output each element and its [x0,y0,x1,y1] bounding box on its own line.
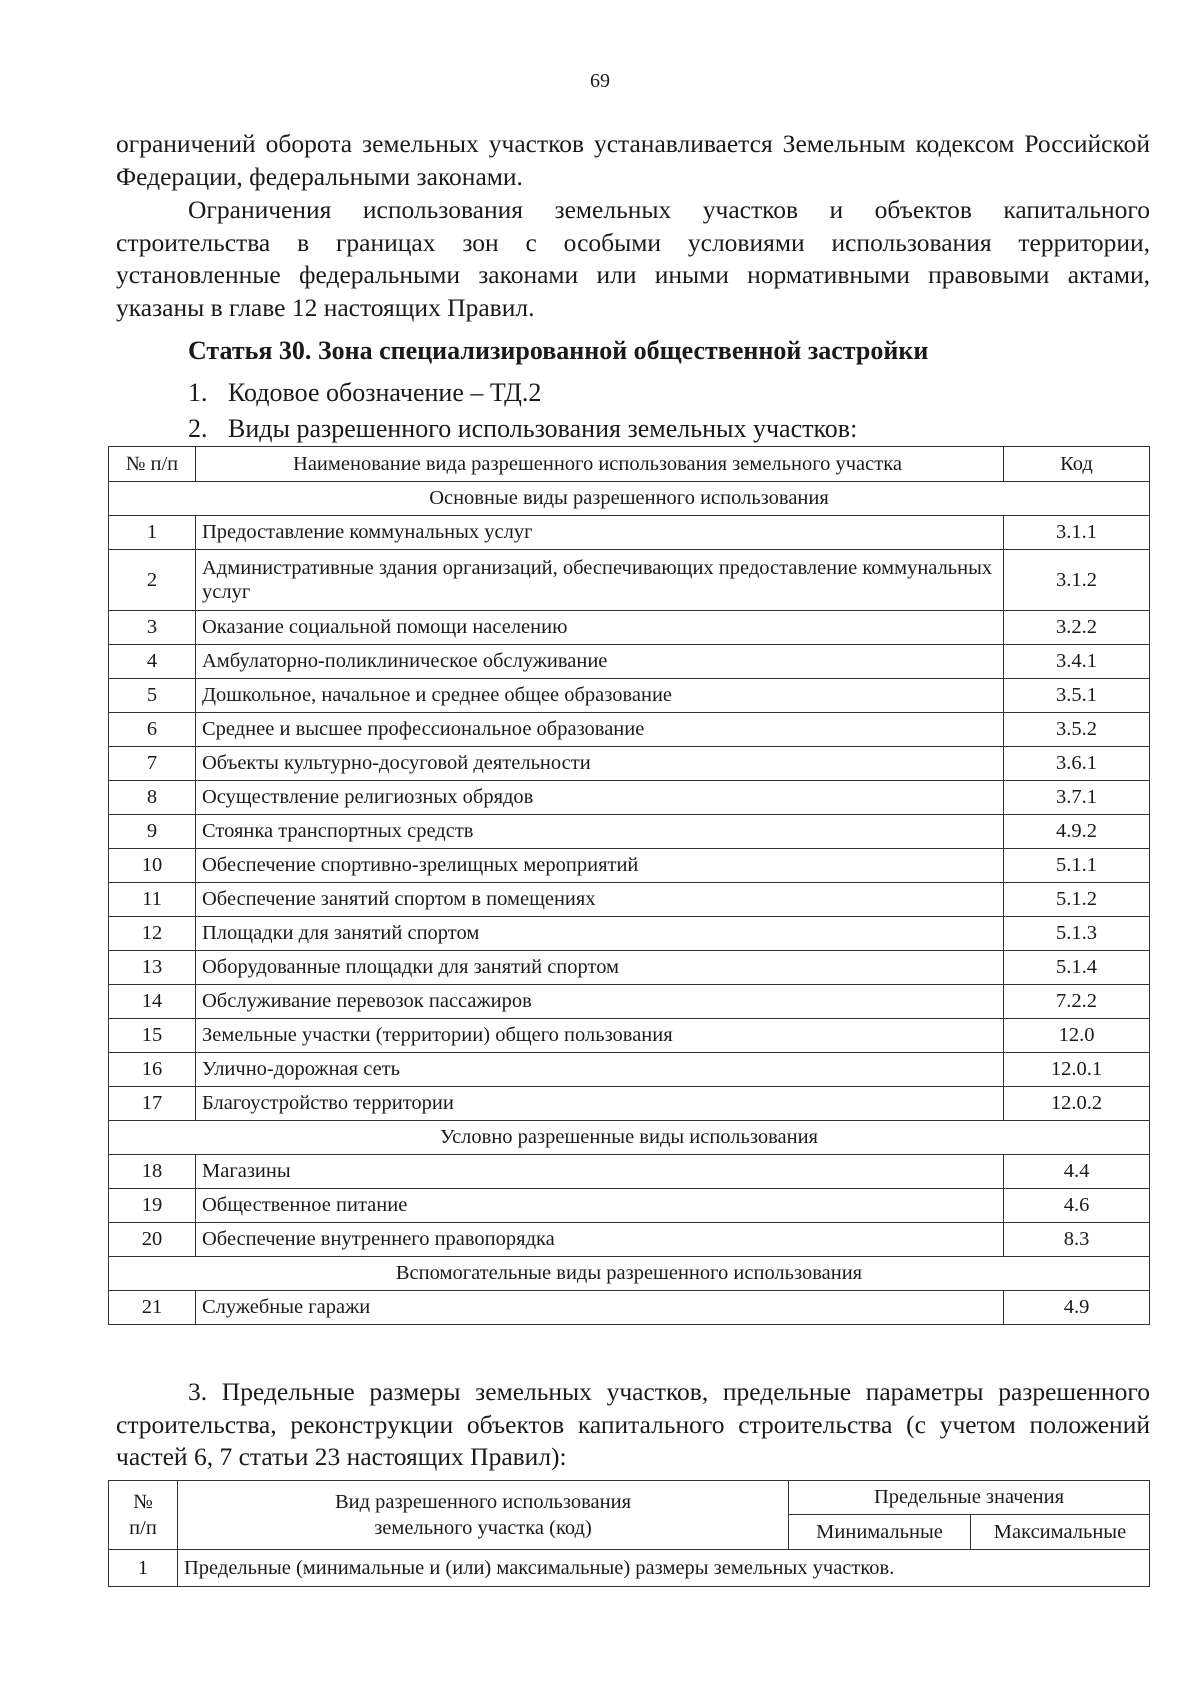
row-code: 12.0.2 [1004,1087,1150,1121]
row-name: Осуществление религиозных обрядов [196,781,1004,815]
list-item-number: 1. [188,378,208,407]
row-name: Обслуживание перевозок пассажиров [196,985,1004,1019]
row-code: 7.2.2 [1004,985,1150,1019]
row-name: Стоянка транспортных средств [196,815,1004,849]
row-code: 8.3 [1004,1223,1150,1257]
row-number: 13 [109,951,196,985]
row-name: Обеспечение спортивно-зрелищных мероприятий [196,849,1004,883]
table-header-row [109,447,1150,482]
row-code: 3.1.2 [1004,550,1150,611]
table-row [109,1087,1150,1121]
header-text: № [133,1491,153,1513]
table-row [109,516,1150,550]
column-header-maximum: Максимальные [971,1515,1150,1550]
row-number: 16 [109,1053,196,1087]
row-code: 4.9.2 [1004,815,1150,849]
table-row [109,985,1150,1019]
row-code: 3.6.1 [1004,747,1150,781]
row-code: 4.9 [1004,1291,1150,1325]
row-name: Земельные участки (территории) общего пользования [196,1019,1004,1053]
row-number: 15 [109,1019,196,1053]
list-item-code [188,378,541,408]
paragraph-restrictions-usage: Ограничения использования земельных участков и объектов капитального строительства в границах зон с особыми условиями использования территории, установленные федеральными законами или иными нормативными правовыми актами, указаны в главе 12 настоящих Правил. [116,195,1150,322]
row-name: Среднее и высшее профессиональное образование [196,713,1004,747]
header-text: земельного участка (код) [374,1517,592,1539]
row-number: 19 [109,1189,196,1223]
row-name: Объекты культурно-досуговой деятельности [196,747,1004,781]
row-number: 20 [109,1223,196,1257]
row-text: Предельные (минимальные и (или) максимальные) размеры земельных участков. [178,1550,1150,1587]
header-text: п/п [129,1517,157,1539]
table-row [109,883,1150,917]
paragraph-restrictions-turnover: ограничений оборота земельных участков устанавливается Земельным кодексом Российской Федерации, федеральными законами. [116,129,1150,191]
row-code: 3.1.1 [1004,516,1150,550]
article-heading: Статья 30. Зона специализированной общественной застройки [188,336,929,365]
table-section-row [109,1257,1150,1291]
table-row [109,815,1150,849]
table-row [109,951,1150,985]
list-item-number: 2. [188,414,208,443]
paragraph-limit-sizes: 3. Предельные размеры земельных участков, предельные параметры разрешенного строительства, реконструкции объектов капитального строительства (с учетом положений частей 6, 7 статьи 23 настоящих Правил): [116,1377,1150,1471]
row-number: 14 [109,985,196,1019]
row-name: Обеспечение внутреннего правопорядка [196,1223,1004,1257]
row-code: 3.5.2 [1004,713,1150,747]
row-name: Улично-дорожная сеть [196,1053,1004,1087]
row-name: Административные здания организаций, обеспечивающих предоставление коммунальных услуг [196,550,1004,611]
table-row [109,679,1150,713]
row-name: Предоставление коммунальных услуг [196,516,1004,550]
column-header-number [109,1481,178,1550]
row-number: 11 [109,883,196,917]
column-header-use-type [178,1481,789,1550]
table-row [109,645,1150,679]
row-code: 4.4 [1004,1155,1150,1189]
section-title: Вспомогательные виды разрешенного использования [109,1257,1150,1291]
row-name: Магазины [196,1155,1004,1189]
row-code: 3.7.1 [1004,781,1150,815]
row-number: 17 [109,1087,196,1121]
table-row [109,611,1150,645]
row-number: 1 [109,516,196,550]
row-number: 1 [109,1550,178,1587]
row-number: 3 [109,611,196,645]
row-number: 9 [109,815,196,849]
table-row [109,550,1150,611]
table-section-row [109,1121,1150,1155]
table-row [109,781,1150,815]
row-code: 4.6 [1004,1189,1150,1223]
row-number: 2 [109,550,196,611]
row-code: 3.5.1 [1004,679,1150,713]
table-row [109,1053,1150,1087]
row-name: Оказание социальной помощи населению [196,611,1004,645]
row-name: Обеспечение занятий спортом в помещениях [196,883,1004,917]
table-header-row [109,1481,1150,1515]
table-row [109,917,1150,951]
row-number: 8 [109,781,196,815]
table-row [109,713,1150,747]
permitted-uses-table-body [109,482,1150,1325]
permitted-uses-table [108,446,1150,1325]
column-header-limit-values: Предельные значения [789,1481,1150,1515]
page-number: 69 [590,70,610,92]
row-code: 5.1.1 [1004,849,1150,883]
section-title: Основные виды разрешенного использования [109,482,1150,516]
row-number: 12 [109,917,196,951]
table-row [109,1550,1150,1587]
table-row [109,1291,1150,1325]
row-code: 5.1.4 [1004,951,1150,985]
row-name: Благоустройство территории [196,1087,1004,1121]
row-name: Общественное питание [196,1189,1004,1223]
row-number: 5 [109,679,196,713]
table-row [109,1019,1150,1053]
table-row [109,849,1150,883]
row-code: 3.2.2 [1004,611,1150,645]
row-number: 4 [109,645,196,679]
row-name: Площадки для занятий спортом [196,917,1004,951]
row-name: Оборудованные площадки для занятий спортом [196,951,1004,985]
column-header-number: № п/п [109,447,196,482]
row-number: 18 [109,1155,196,1189]
row-name: Дошкольное, начальное и среднее общее образование [196,679,1004,713]
table-row [109,747,1150,781]
row-code: 5.1.2 [1004,883,1150,917]
row-code: 5.1.3 [1004,917,1150,951]
row-code: 3.4.1 [1004,645,1150,679]
table-row [109,1223,1150,1257]
section-title: Условно разрешенные виды использования [109,1121,1150,1155]
column-header-name: Наименование вида разрешенного использования земельного участка [196,447,1004,482]
row-number: 21 [109,1291,196,1325]
row-number: 7 [109,747,196,781]
header-text: Вид разрешенного использования [334,1491,632,1513]
row-code: 12.0 [1004,1019,1150,1053]
limit-parameters-table [108,1480,1150,1587]
row-name: Служебные гаражи [196,1291,1004,1325]
table-row [109,1189,1150,1223]
row-name: Амбулаторно-поликлиническое обслуживание [196,645,1004,679]
column-header-code: Код [1004,447,1150,482]
list-item-text: Виды разрешенного использования земельных участков: [228,414,858,443]
table-row [109,1155,1150,1189]
list-item-permitted-uses [188,414,857,444]
row-number: 10 [109,849,196,883]
row-number: 6 [109,713,196,747]
list-item-text: Кодовое обозначение – ТД.2 [228,378,542,407]
row-code: 12.0.1 [1004,1053,1150,1087]
column-header-minimum: Минимальные [789,1515,971,1550]
table-section-row [109,482,1150,516]
